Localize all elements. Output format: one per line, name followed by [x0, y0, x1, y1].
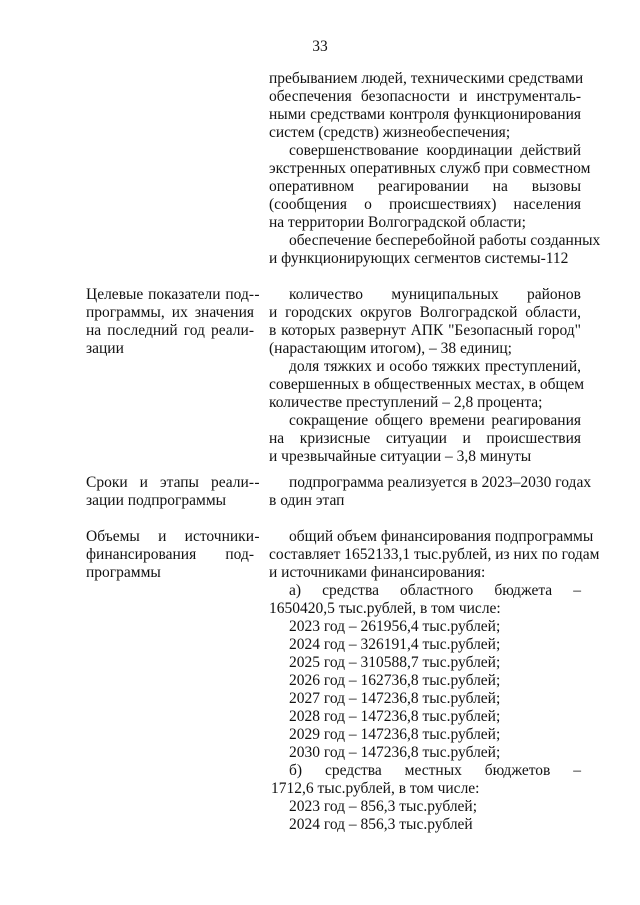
text-line: экстренных оперативных служб при совместном — [269, 160, 591, 177]
row-label-line: программы, их значения — [86, 304, 254, 321]
year-line: 2025 год – 310588,7 тыс.рублей; — [289, 654, 501, 671]
text-line: (сообщения о происшествиях) населения — [269, 196, 581, 213]
row-dash: - — [254, 286, 260, 303]
year-line: 2029 год – 147236,8 тыс.рублей; — [289, 726, 501, 743]
text-line: доля тяжких и особо тяжких преступлений, — [289, 358, 581, 375]
year-line: 2023 год – 856,3 тыс.рублей; — [289, 798, 478, 815]
year-line: 2027 год – 147236,8 тыс.рублей; — [289, 690, 501, 707]
row-label-line: зации — [86, 340, 124, 357]
row-label-line: на последний год реали- — [86, 322, 254, 339]
text-line: обеспечения безопасности и инструменталь- — [269, 88, 581, 105]
row-label-line: Сроки и этапы реали- — [86, 474, 254, 491]
text-line: подпрограмма реализуется в 2023–2030 годах — [289, 474, 592, 491]
text-line: количество муниципальных районов — [289, 286, 581, 303]
text-line: сокращение общего времени реагирования — [289, 412, 581, 429]
year-line: 2026 год – 162736,8 тыс.рублей; — [289, 672, 501, 689]
text-line: б) средства местных бюджетов – — [289, 762, 581, 779]
text-line: обеспечение бесперебойной работы созданных — [289, 232, 601, 249]
row-label-line: Целевые показатели под- — [86, 286, 254, 303]
text-line: совершенных в общественных местах, в общем — [269, 376, 585, 393]
text-line: систем (средств) жизнеобеспечения; — [269, 124, 511, 141]
text-line: общий объем финансирования подпрограммы — [289, 528, 594, 545]
page-number: 33 — [312, 38, 328, 55]
year-line: 2030 год – 147236,8 тыс.рублей; — [289, 744, 501, 761]
row-label-line: финансирования под- — [86, 546, 254, 563]
text-line: (нарастающим итогом), – 38 единиц; — [269, 340, 512, 357]
row-label-line: Объемы и источники — [86, 528, 254, 545]
year-line: 2024 год – 326191,4 тыс.рублей; — [289, 636, 501, 653]
text-line: а) средства областного бюджета – — [289, 582, 581, 599]
year-line: 2023 год – 261956,4 тыс.рублей; — [289, 618, 501, 635]
text-line: в один этап — [269, 492, 345, 509]
row-dash: - — [254, 528, 260, 545]
text-line: и городских округов Волгоградской области, — [269, 304, 581, 321]
year-line: 2024 год – 856,3 тыс.рублей — [289, 816, 473, 833]
text-line: и чрезвычайные ситуации – 3,8 минуты — [269, 448, 532, 465]
text-line: составляет 1652133,1 тыс.рублей, из них по годам — [269, 546, 600, 563]
text-line: и функционирующих сегментов системы-112 — [269, 250, 569, 267]
row-label-line: зации подпрограммы — [86, 492, 227, 509]
text-line: оперативном реагировании на вызовы — [269, 178, 581, 195]
text-line: пребыванием людей, техническими средствами — [269, 70, 584, 87]
row-label-line: программы — [86, 564, 161, 581]
text-line: на кризисные ситуации и происшествия — [269, 430, 581, 447]
text-line: совершенствование координации действий — [289, 142, 581, 159]
text-line: в которых развернут АПК "Безопасный город" — [269, 322, 581, 339]
text-line: 1712,6 тыс.рублей, в том числе: — [271, 780, 480, 797]
row-dash: - — [254, 474, 260, 491]
year-line: 2028 год – 147236,8 тыс.рублей; — [289, 708, 501, 725]
text-line: на территории Волгоградской области; — [269, 214, 526, 231]
text-line: количестве преступлений – 2,8 процента; — [269, 394, 543, 411]
text-line: 1650420,5 тыс.рублей, в том числе: — [269, 600, 501, 617]
text-line: ными средствами контроля функционирования — [269, 106, 581, 123]
text-line: и источниками финансирования: — [269, 564, 486, 581]
